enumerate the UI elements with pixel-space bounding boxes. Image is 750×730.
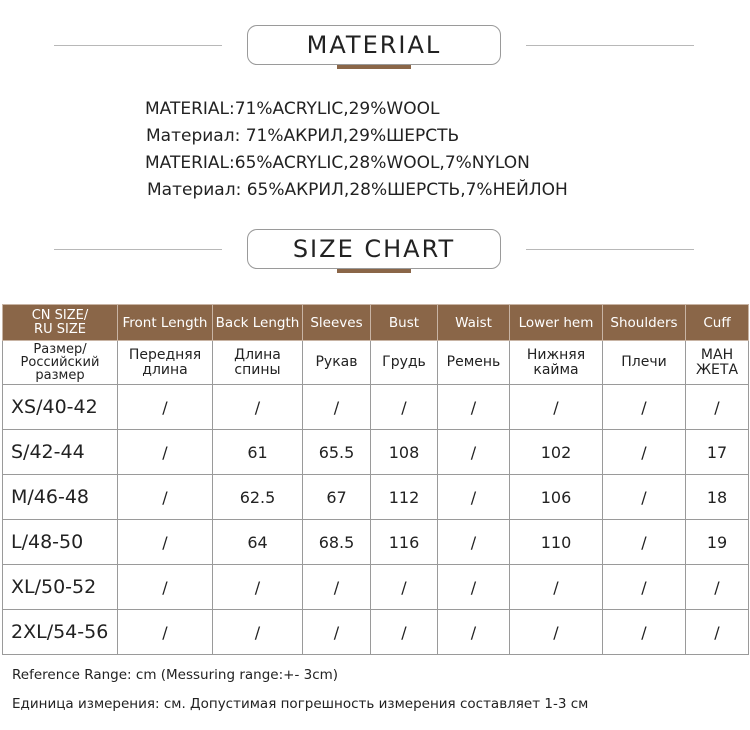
header-col-en: Bust [371, 305, 438, 341]
value-cell: 19 [686, 520, 749, 565]
value-cell: / [510, 565, 603, 610]
value-cell: / [213, 610, 303, 655]
value-cell: / [438, 385, 510, 430]
value-cell: 62.5 [213, 475, 303, 520]
value-cell: 67 [303, 475, 371, 520]
value-cell: 61 [213, 430, 303, 475]
material-title: MATERIAL [247, 25, 501, 65]
value-cell: / [686, 385, 749, 430]
header-row-en [3, 305, 749, 341]
value-cell: / [438, 565, 510, 610]
value-cell: 110 [510, 520, 603, 565]
divider-line [526, 249, 694, 250]
material-line: Материал: 65%АКРИЛ,28%ШЕРСТЬ,7%НЕЙЛОН [147, 180, 568, 200]
header-col-ru: Длина спины [213, 341, 303, 385]
table-row [3, 475, 749, 520]
size-cell: L/48-50 [3, 520, 118, 565]
value-cell: / [510, 385, 603, 430]
table-row [3, 520, 749, 565]
value-cell: / [438, 520, 510, 565]
header-col-en: Shoulders [603, 305, 686, 341]
value-cell: / [686, 610, 749, 655]
size-cell: S/42-44 [3, 430, 118, 475]
value-cell: 106 [510, 475, 603, 520]
size-cell: XL/50-52 [3, 565, 118, 610]
header-col-en: Lower hem [510, 305, 603, 341]
table-row [3, 565, 749, 610]
value-cell: / [603, 520, 686, 565]
divider-line [54, 249, 222, 250]
table-row [3, 610, 749, 655]
header-col-ru: Грудь [371, 341, 438, 385]
material-line: Материал: 71%АКРИЛ,29%ШЕРСТЬ [146, 126, 460, 146]
value-cell: / [371, 610, 438, 655]
value-cell: / [118, 565, 213, 610]
value-cell: / [303, 565, 371, 610]
material-section-header [0, 25, 750, 69]
material-line: MATERIAL:65%ACRYLIC,28%WOOL,7%NYLON [145, 153, 530, 173]
material-line: MATERIAL:71%ACRYLIC,29%WOOL [145, 99, 440, 119]
value-cell: / [213, 565, 303, 610]
value-cell: 112 [371, 475, 438, 520]
header-col-en: Waist [438, 305, 510, 341]
size-chart-table [2, 304, 749, 655]
value-cell: / [118, 430, 213, 475]
value-cell: / [118, 385, 213, 430]
reference-range-en: Reference Range: cm (Messuring range:+- 3cm) [12, 667, 339, 683]
size-cell: 2XL/54-56 [3, 610, 118, 655]
value-cell: / [686, 565, 749, 610]
header-col-en: Cuff [686, 305, 749, 341]
accent-bar [337, 269, 411, 273]
header-col-ru: Передняя длина [118, 341, 213, 385]
value-cell: 17 [686, 430, 749, 475]
value-cell: / [303, 610, 371, 655]
header-col-ru: Плечи [603, 341, 686, 385]
value-cell: / [213, 385, 303, 430]
value-cell: / [438, 475, 510, 520]
header-col-ru: Рукав [303, 341, 371, 385]
value-cell: / [438, 430, 510, 475]
size-cell: M/46-48 [3, 475, 118, 520]
value-cell: / [303, 385, 371, 430]
size-chart-section-header [0, 229, 750, 273]
divider-line [526, 45, 694, 46]
value-cell: / [603, 565, 686, 610]
value-cell: / [603, 430, 686, 475]
header-ru-size: Размер/ Российский размер [3, 341, 118, 385]
divider-line [54, 45, 222, 46]
material-list [145, 96, 568, 204]
table-row [3, 385, 749, 430]
header-col-en: Sleeves [303, 305, 371, 341]
header-col-ru: МАН ЖЕТА [686, 341, 749, 385]
value-cell: / [118, 475, 213, 520]
value-cell: 68.5 [303, 520, 371, 565]
header-row-ru [3, 341, 749, 385]
value-cell: / [603, 475, 686, 520]
accent-bar [337, 65, 411, 69]
value-cell: / [438, 610, 510, 655]
value-cell: 116 [371, 520, 438, 565]
value-cell: 108 [371, 430, 438, 475]
value-cell: 64 [213, 520, 303, 565]
value-cell: / [118, 520, 213, 565]
value-cell: 65.5 [303, 430, 371, 475]
header-col-ru: Ремень [438, 341, 510, 385]
value-cell: 102 [510, 430, 603, 475]
reference-range-ru: Единица измерения: см. Допустимая погрешность измерения составляет 1-3 см [12, 696, 589, 712]
value-cell: / [118, 610, 213, 655]
table-row [3, 430, 749, 475]
value-cell: / [603, 385, 686, 430]
header-col-en: Front Length [118, 305, 213, 341]
header-cn-size: CN SIZE/ RU SIZE [3, 305, 118, 341]
header-col-ru: Нижняя кайма [510, 341, 603, 385]
value-cell: / [510, 610, 603, 655]
value-cell: / [371, 565, 438, 610]
header-col-en: Back Length [213, 305, 303, 341]
value-cell: / [603, 610, 686, 655]
value-cell: / [371, 385, 438, 430]
size-chart-title: SIZE CHART [247, 229, 501, 269]
value-cell: 18 [686, 475, 749, 520]
size-cell: XS/40-42 [3, 385, 118, 430]
